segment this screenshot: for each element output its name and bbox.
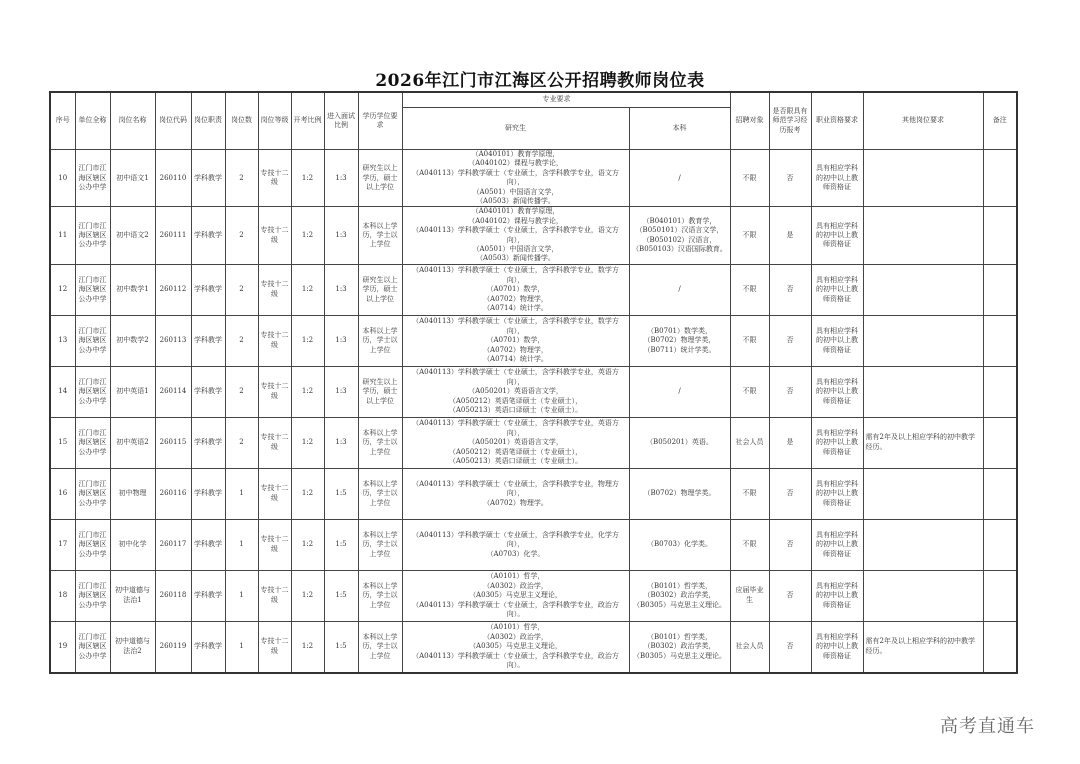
major-item: （B050102）汉语言， [642, 235, 717, 244]
cell-post-name: 初中语文1 [110, 150, 155, 207]
cell-count: 1 [225, 621, 258, 673]
major-item: （A050212）英语笔译硕士（专业硕士）， [448, 447, 583, 456]
cell-seq: 14 [50, 366, 75, 417]
major-item: （A0703）化学。 [486, 549, 545, 558]
cell-exam-ratio: 1:2 [291, 315, 324, 366]
cell-seq: 13 [50, 315, 75, 366]
cell-unit: 江门市江海区辖区公办中学 [75, 150, 110, 207]
cell-count: 2 [225, 315, 258, 366]
major-item: （A040113）学科教学硕士（专业硕士，含学科教学专业，政治方向）。 [412, 600, 619, 618]
cell-target: 不限 [730, 264, 769, 315]
cell-major-grad [402, 207, 629, 264]
cell-target: 不限 [730, 150, 769, 207]
header-normal-school: 是否限具有师范学习经历报考 [769, 92, 811, 150]
cell-target: 不限 [730, 519, 769, 570]
cell-unit: 江门市江海区辖区公办中学 [75, 264, 110, 315]
major-item: （A0101）哲学， [486, 572, 545, 581]
cell-major-grad [402, 519, 629, 570]
cell-normal-school: 是 [769, 207, 811, 264]
cell-other [863, 519, 983, 570]
cell-education: 研究生以上学历，硕士以上学位 [358, 150, 402, 207]
cell-exam-ratio: 1:2 [291, 519, 324, 570]
cell-grade: 专技十二级 [258, 315, 291, 366]
cell-unit: 江门市江海区辖区公办中学 [75, 207, 110, 264]
major-item: （A0503）新闻传播学。 [476, 197, 555, 206]
cell-unit: 江门市江海区辖区公办中学 [75, 315, 110, 366]
cell-count: 2 [225, 366, 258, 417]
cell-qualification: 具有相应学科的初中以上教师资格证 [811, 468, 863, 519]
cell-major-grad [402, 315, 629, 366]
cell-duty: 学科教学 [191, 468, 225, 519]
cell-education: 本科以上学历，学士以上学位 [358, 207, 402, 264]
header-post-code: 岗位代码 [155, 92, 191, 150]
major-item: （A040113）学科教学硕士（专业硕士，含学科教学专业，英语方向）， [412, 419, 619, 437]
cell-unit: 江门市江海区辖区公办中学 [75, 366, 110, 417]
major-item: （A0302）政治学， [483, 581, 548, 590]
cell-exam-ratio: 1:2 [291, 264, 324, 315]
cell-major-undergrad [629, 366, 730, 417]
cell-seq: 16 [50, 468, 75, 519]
cell-normal-school: 否 [769, 264, 811, 315]
cell-post-code: 260119 [155, 621, 191, 673]
major-item: （B0101）哲学类， [647, 581, 712, 590]
cell-remark [983, 207, 1017, 264]
cell-qualification: 具有相应学科的初中以上教师资格证 [811, 519, 863, 570]
cell-remark [983, 315, 1017, 366]
cell-other [863, 366, 983, 417]
cell-major-undergrad [629, 315, 730, 366]
cell-post-code: 260118 [155, 570, 191, 621]
cell-target: 不限 [730, 468, 769, 519]
cell-duty: 学科教学 [191, 207, 225, 264]
cell-major-grad [402, 366, 629, 417]
cell-seq: 11 [50, 207, 75, 264]
cell-count: 2 [225, 417, 258, 468]
cell-target: 应届毕业生 [730, 570, 769, 621]
cell-post-code: 260110 [155, 150, 191, 207]
table-row [50, 519, 1017, 570]
major-item: （B0305）马克思主义理论。 [633, 600, 726, 609]
watermark: 高考直通车 [940, 716, 1035, 737]
cell-duty: 学科教学 [191, 570, 225, 621]
header-grade: 岗位等级 [258, 92, 291, 150]
major-item: （A040101）教育学原理， [471, 150, 560, 158]
cell-exam-ratio: 1:2 [291, 150, 324, 207]
cell-grade: 专技十二级 [258, 150, 291, 207]
cell-post-code: 260116 [155, 468, 191, 519]
major-item: （A0305）马克思主义理论， [469, 591, 562, 600]
cell-count: 1 [225, 468, 258, 519]
cell-education: 研究生以上学历，硕士以上学位 [358, 366, 402, 417]
cell-count: 2 [225, 264, 258, 315]
header-seq: 序号 [50, 92, 75, 150]
cell-post-code: 260111 [155, 207, 191, 264]
cell-education: 本科以上学历，学士以上学位 [358, 621, 402, 673]
header-unit: 单位全称 [75, 92, 110, 150]
major-item: （A0503）新闻传播学。 [476, 254, 555, 263]
cell-remark [983, 621, 1017, 673]
cell-education: 本科以上学历，学士以上学位 [358, 315, 402, 366]
cell-normal-school: 是 [769, 417, 811, 468]
cell-duty: 学科教学 [191, 150, 225, 207]
table-row [50, 315, 1017, 366]
cell-other [863, 468, 983, 519]
major-item: （A050213）英语口译硕士（专业硕士）。 [448, 456, 583, 465]
cell-exam-ratio: 1:2 [291, 417, 324, 468]
table-row [50, 621, 1017, 673]
cell-unit: 江门市江海区辖区公办中学 [75, 519, 110, 570]
cell-normal-school: 否 [769, 621, 811, 673]
cell-post-name: 初中化学 [110, 519, 155, 570]
major-item: （A040102）课程与教学论， [468, 216, 563, 225]
cell-major-undergrad [629, 621, 730, 673]
table-row [50, 264, 1017, 315]
major-item: （A0702）物理学， [483, 345, 548, 354]
major-item: （B0702）物理学类， [643, 336, 716, 345]
cell-education: 本科以上学历，学士以上学位 [358, 417, 402, 468]
major-item: （B050201）英语。 [646, 438, 713, 447]
cell-major-grad [402, 150, 629, 207]
cell-qualification: 具有相应学科的初中以上教师资格证 [811, 207, 863, 264]
cell-grade: 专技十二级 [258, 366, 291, 417]
cell-interview-ratio: 1:5 [324, 468, 358, 519]
header-major-grad: 研究生 [402, 108, 629, 150]
cell-post-name: 初中物理 [110, 468, 155, 519]
cell-count: 2 [225, 150, 258, 207]
major-item: （B0305）马克思主义理论。 [633, 651, 726, 660]
table-row [50, 570, 1017, 621]
cell-normal-school: 否 [769, 150, 811, 207]
cell-post-name: 初中数学1 [110, 264, 155, 315]
major-item: （A040113）学科教学硕士（专业硕士，含学科教学专业，语文方向）， [412, 226, 619, 244]
major-item: / [678, 285, 681, 294]
major-item: （A0302）政治学， [483, 632, 548, 641]
cell-qualification: 具有相应学科的初中以上教师资格证 [811, 366, 863, 417]
major-item: （B050103）汉语国际教育。 [632, 245, 727, 254]
major-item: （B040101）教育学， [642, 216, 717, 225]
major-item: （A0501）中国语言文学， [472, 187, 559, 196]
cell-major-undergrad [629, 207, 730, 264]
cell-exam-ratio: 1:2 [291, 621, 324, 673]
cell-major-grad [402, 468, 629, 519]
cell-grade: 专技十二级 [258, 417, 291, 468]
cell-post-code: 260117 [155, 519, 191, 570]
cell-qualification: 具有相应学科的初中以上教师资格证 [811, 621, 863, 673]
header-post-name: 岗位名称 [110, 92, 155, 150]
header-target: 招聘对象 [730, 92, 769, 150]
major-item: （A040113）学科教学硕士（专业硕士，含学科教学专业，数学方向）， [412, 266, 619, 284]
cell-other: 需有2年及以上相应学科的初中教学经历。 [863, 417, 983, 468]
cell-other [863, 315, 983, 366]
cell-remark [983, 366, 1017, 417]
cell-grade: 专技十二级 [258, 519, 291, 570]
cell-major-undergrad [629, 264, 730, 315]
cell-post-name: 初中英语1 [110, 366, 155, 417]
cell-other [863, 264, 983, 315]
cell-normal-school: 否 [769, 519, 811, 570]
major-item: （B0302）政治学类， [643, 642, 716, 651]
table-row [50, 417, 1017, 468]
cell-grade: 专技十二级 [258, 621, 291, 673]
cell-seq: 12 [50, 264, 75, 315]
major-item: （B0711）统计学类。 [643, 345, 716, 354]
cell-major-grad [402, 570, 629, 621]
header-education: 学历学位要求 [358, 92, 402, 150]
cell-education: 研究生以上学历，硕士以上学位 [358, 264, 402, 315]
cell-remark [983, 264, 1017, 315]
major-item: （A0714）统计学。 [483, 354, 548, 363]
header-exam-ratio: 开考比例 [291, 92, 324, 150]
header-major-undergrad: 本科 [629, 108, 730, 150]
cell-interview-ratio: 1:3 [324, 264, 358, 315]
cell-count: 1 [225, 519, 258, 570]
cell-interview-ratio: 1:3 [324, 207, 358, 264]
cell-grade: 专技十二级 [258, 570, 291, 621]
cell-education: 本科以上学历，学士以上学位 [358, 468, 402, 519]
major-item: （B050101）汉语言文学， [635, 226, 724, 235]
major-item: （A0701）数学， [486, 285, 545, 294]
cell-normal-school: 否 [769, 570, 811, 621]
cell-count: 2 [225, 207, 258, 264]
cell-qualification: 具有相应学科的初中以上教师资格证 [811, 570, 863, 621]
cell-major-undergrad [629, 417, 730, 468]
major-item: （B0302）政治学类， [643, 591, 716, 600]
cell-education: 本科以上学历，学士以上学位 [358, 519, 402, 570]
table-row [50, 207, 1017, 264]
cell-grade: 专技十二级 [258, 264, 291, 315]
cell-remark [983, 150, 1017, 207]
cell-qualification: 具有相应学科的初中以上教师资格证 [811, 417, 863, 468]
cell-grade: 专技十二级 [258, 207, 291, 264]
cell-target: 不限 [730, 207, 769, 264]
cell-exam-ratio: 1:2 [291, 207, 324, 264]
cell-major-grad [402, 264, 629, 315]
cell-post-code: 260113 [155, 315, 191, 366]
major-item: （A0702）物理学。 [483, 498, 548, 507]
major-item: （A050213）英语口译硕士（专业硕士）。 [448, 405, 583, 414]
cell-count: 1 [225, 570, 258, 621]
header-qualification: 职业资格要求 [811, 92, 863, 150]
header-major-group: 专业要求 [402, 92, 730, 108]
cell-interview-ratio: 1:5 [324, 621, 358, 673]
cell-major-undergrad [629, 519, 730, 570]
major-item: （A040102）课程与教学论， [468, 159, 563, 168]
cell-normal-school: 否 [769, 468, 811, 519]
cell-major-grad [402, 417, 629, 468]
cell-remark [983, 570, 1017, 621]
major-item: （A0101）哲学， [486, 623, 545, 632]
cell-remark [983, 417, 1017, 468]
cell-other [863, 150, 983, 207]
major-item: （B0701）数学类， [647, 326, 712, 335]
cell-post-code: 260115 [155, 417, 191, 468]
major-item: （A040113）学科教学硕士（专业硕士，含学科教学专业，数学方向）， [412, 317, 619, 335]
major-item: （A040113）学科教学硕士（专业硕士，含学科教学专业，英语方向）， [412, 368, 619, 386]
header-other: 其他岗位要求 [863, 92, 983, 150]
cell-seq: 18 [50, 570, 75, 621]
cell-major-grad [402, 621, 629, 673]
cell-interview-ratio: 1:5 [324, 570, 358, 621]
cell-seq: 17 [50, 519, 75, 570]
cell-unit: 江门市江海区辖区公办中学 [75, 468, 110, 519]
cell-qualification: 具有相应学科的初中以上教师资格证 [811, 150, 863, 207]
major-item: / [678, 387, 681, 396]
cell-seq: 10 [50, 150, 75, 207]
header-remark: 备注 [983, 92, 1017, 150]
cell-exam-ratio: 1:2 [291, 366, 324, 417]
cell-interview-ratio: 1:3 [324, 150, 358, 207]
cell-qualification: 具有相应学科的初中以上教师资格证 [811, 315, 863, 366]
cell-post-name: 初中语文2 [110, 207, 155, 264]
cell-grade: 专技十二级 [258, 468, 291, 519]
cell-other: 需有2年及以上相应学科的初中教学经历。 [863, 621, 983, 673]
major-item: （A040113）学科教学硕士（专业硕士，含学科教学专业，物理方向）， [412, 479, 619, 498]
cell-normal-school: 否 [769, 366, 811, 417]
cell-duty: 学科教学 [191, 264, 225, 315]
cell-target: 不限 [730, 315, 769, 366]
major-item: （B0703）化学类。 [647, 540, 712, 549]
major-item: （A050201）英语语言文学， [468, 387, 563, 396]
cell-interview-ratio: 1:5 [324, 519, 358, 570]
major-item: （A040113）学科教学硕士（专业硕士，含学科教学专业，语文方向）， [412, 168, 619, 187]
major-item: （A0702）物理学， [483, 294, 548, 303]
cell-post-name: 初中道德与法治2 [110, 621, 155, 673]
table-row [50, 366, 1017, 417]
cell-seq: 19 [50, 621, 75, 673]
cell-target: 社会人员 [730, 621, 769, 673]
major-item: （A040113）学科教学硕士（专业硕士，含学科教学专业，化学方向）， [412, 530, 619, 549]
cell-duty: 学科教学 [191, 417, 225, 468]
cell-qualification: 具有相应学科的初中以上教师资格证 [811, 264, 863, 315]
major-item: （A040113）学科教学硕士（专业硕士，含学科教学专业，政治方向）。 [412, 651, 619, 669]
cell-duty: 学科教学 [191, 315, 225, 366]
cell-post-name: 初中英语2 [110, 417, 155, 468]
header-duty: 岗位职责 [191, 92, 225, 150]
cell-duty: 学科教学 [191, 621, 225, 673]
major-item: （A0714）统计学。 [483, 303, 548, 312]
cell-seq: 15 [50, 417, 75, 468]
recruitment-table [49, 91, 1018, 674]
page-title: 2026年江门市江海区公开招聘教师岗位表 [375, 71, 705, 91]
major-item: （A040101）教育学原理， [471, 207, 560, 216]
cell-post-name: 初中道德与法治1 [110, 570, 155, 621]
cell-other [863, 570, 983, 621]
cell-major-undergrad [629, 468, 730, 519]
cell-post-name: 初中数学2 [110, 315, 155, 366]
major-item: （B0702）物理学类。 [643, 489, 716, 498]
header-interview-ratio: 进入面试比例 [324, 92, 358, 150]
cell-remark [983, 519, 1017, 570]
cell-remark [983, 468, 1017, 519]
cell-major-undergrad [629, 570, 730, 621]
major-item: / [678, 173, 681, 182]
cell-education: 本科以上学历，学士以上学位 [358, 570, 402, 621]
cell-major-undergrad [629, 150, 730, 207]
cell-exam-ratio: 1:2 [291, 570, 324, 621]
cell-unit: 江门市江海区辖区公办中学 [75, 417, 110, 468]
cell-target: 不限 [730, 366, 769, 417]
cell-interview-ratio: 1:3 [324, 417, 358, 468]
cell-duty: 学科教学 [191, 519, 225, 570]
major-item: （A0701）数学， [486, 336, 545, 345]
cell-post-code: 260112 [155, 264, 191, 315]
cell-target: 社会人员 [730, 417, 769, 468]
major-item: （A050201）英语语言文学， [468, 438, 563, 447]
cell-other [863, 207, 983, 264]
table-row [50, 150, 1017, 207]
major-item: （A0501）中国语言文学， [472, 245, 559, 254]
cell-post-code: 260114 [155, 366, 191, 417]
cell-interview-ratio: 1:3 [324, 366, 358, 417]
header-count: 岗位数 [225, 92, 258, 150]
cell-normal-school: 否 [769, 315, 811, 366]
cell-interview-ratio: 1:3 [324, 315, 358, 366]
table-row [50, 468, 1017, 519]
major-item: （A050212）英语笔译硕士（专业硕士）， [448, 396, 583, 405]
cell-exam-ratio: 1:2 [291, 468, 324, 519]
major-item: （B0101）哲学类， [647, 632, 712, 641]
cell-duty: 学科教学 [191, 366, 225, 417]
cell-unit: 江门市江海区辖区公办中学 [75, 621, 110, 673]
major-item: （A0305）马克思主义理论， [469, 642, 562, 651]
cell-unit: 江门市江海区辖区公办中学 [75, 570, 110, 621]
